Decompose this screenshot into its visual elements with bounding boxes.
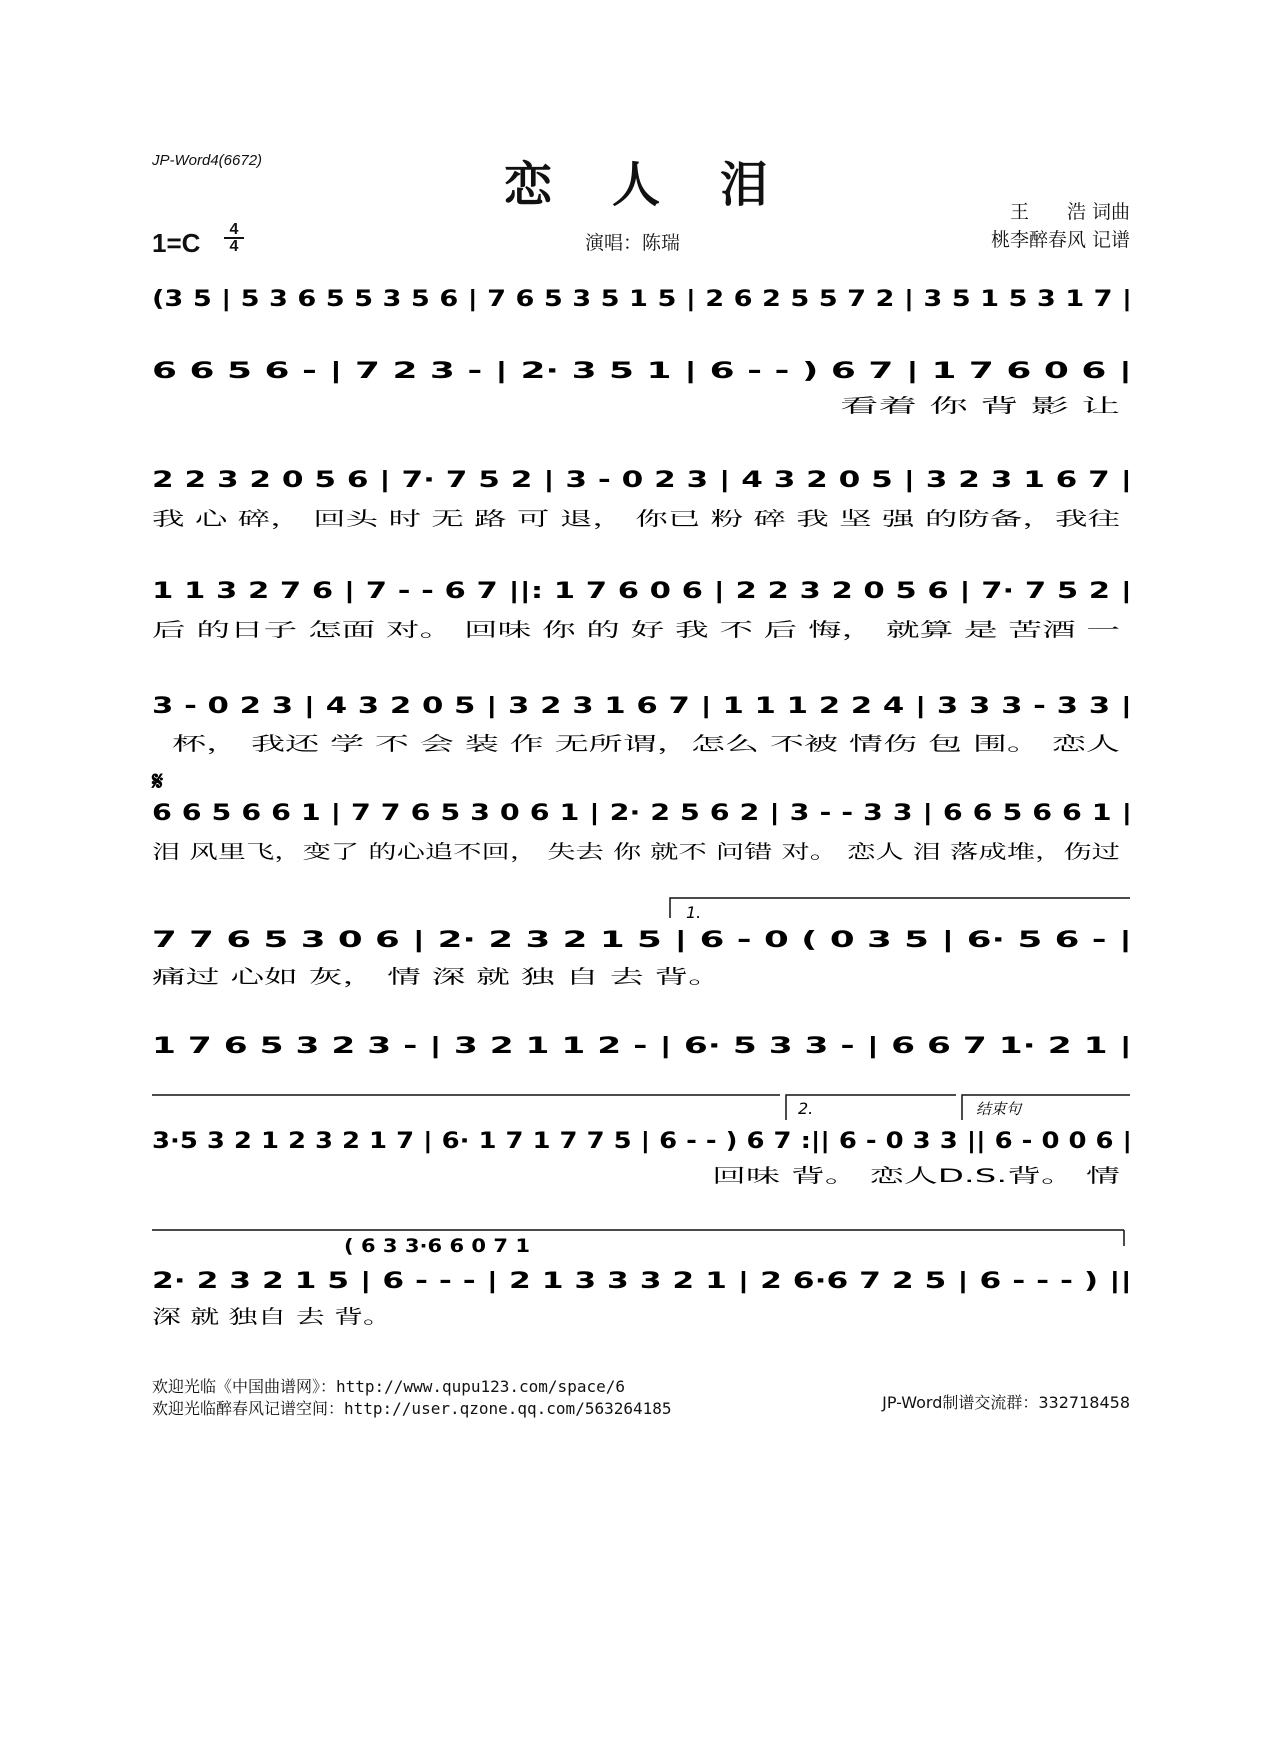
lyrics-line-6: 泪 风里飞，变了 的心追不回， 失去 你 就不 问错 对。 恋人 泪 落成堆，伤过 [152,841,1120,863]
footer-group: JP-Word制谱交流群：332718458 [882,1393,1130,1412]
score-notes-line-5: 3 - 0 2 3 | 4 3 2 0 5 | 3 2 3 1 6 7 | 1 1 1 2 2 4 | 3 3 3 - 3 3 | [152,694,1132,719]
lyrics-line-7: 痛过 心如 灰， 情 深 就 独 自 去 背。 [152,966,722,988]
lyrics-line-5: 杯， 我还 学 不 会 装 作 无所谓，怎么 不被 情伤 包 围。 恋人 [172,733,1120,755]
transcriber-credit: 桃李醉春风 记谱 [990,229,1130,251]
volta-2-label: 2. [798,1099,814,1118]
interlude-notes: ( 6 3 3·6 6 0 7 1 [344,1235,530,1257]
singer-credit: 演唱：陈瑞 [585,232,681,254]
time-signature-top: 4 [229,221,239,238]
footer-link-qzone[interactable]: 欢迎光临醉春风记谱空间：http://user.qzone.qq.com/563264185 [152,1399,672,1418]
score-notes-line-8: 1 7 6 5 3 2 3 - | 3 2 1 1 2 - | 6· 5 3 3 - | 6 6 7 1· 2 1 | [152,1034,1132,1059]
footer-link-qupu[interactable]: 欢迎光临《中国曲谱网》：http://www.qupu123.com/space/6 [152,1377,625,1396]
software-version: JP-Word4(6672) [152,152,263,169]
score-notes-line-6: 6 6 5 6 6 1 | 7 7 6 5 3 0 6 1 | 2· 2 5 6 2 | 3 - - 3 3 | 6 6 5 6 6 1 | [152,801,1132,826]
lyrics-line-9: 回味 背。 恋人D.S.背。 情 [712,1165,1120,1187]
lyrics-line-4: 后 的日子 怎面 对。 回味 你 的 好 我 不 后 悔， 就算 是 苦酒 一 [152,619,1120,641]
score-notes-line-7: 7 7 6 5 3 0 6 | 2· 2 3 2 1 5 | 6 - 0 ( 0 3 5 | 6· 5 6 - | [152,928,1132,953]
lyrics-line-2: 看着 你 背 影 让 [840,395,1120,417]
time-signature-bottom: 4 [224,237,244,254]
score-notes-line-1: (3 5 | 5 3 6 5 5 3 5 6 | 7 6 5 3 5 1 5 | 2 6 2 5 5 7 2 | 3 5 1 5 3 1 7 | [152,287,1132,312]
coda-label: 结束句 [976,1100,1022,1118]
footer-links [152,1376,672,1420]
score-notes-line-2: 6 6 5 6 - | 7 2 3 - | 2· 3 5 1 | 6 - - ) 6 7 | 1 7 6 0 6 | [152,359,1132,384]
song-title: 恋人泪 [503,157,828,213]
segno-sign: 𝄋 [152,767,164,797]
score-notes-line-3: 2 2 3 2 0 5 6 | 7· 7 5 2 | 3 - 0 2 3 | 4 3 2 0 5 | 3 2 3 1 6 7 | [152,468,1132,493]
lyrics-line-10: 深 就 独自 去 背。 [152,1306,392,1328]
composer-credit: 王 浩 词曲 [1009,201,1130,223]
volta-1-label: 1. [686,903,702,922]
key-signature: 1=C [152,228,201,258]
score-notes-line-9: 3·5 3 2 1 2 3 2 1 7 | 6· 1 7 1 7 7 5 | 6 - - ) 6 7 :|| 6 - 0 3 3 || 6 - 0 0 6 | [152,1129,1132,1154]
score-notes-line-10: 2· 2 3 2 1 5 | 6 - - - | 2 1 3 3 3 2 1 | 2 6·6 7 2 5 | 6 - - - ) || [152,1269,1132,1294]
volta-1-bracket [670,898,1130,918]
score-notes-line-4: 1 1 3 2 7 6 | 7 - - 6 7 ||: 1 7 6 0 6 | 2 2 3 2 0 5 6 | 7· 7 5 2 | [152,579,1132,604]
lyrics-line-3: 我 心 碎， 回头 时 无 路 可 退， 你已 粉 碎 我 坚 强 的防备，我往 [152,508,1120,530]
